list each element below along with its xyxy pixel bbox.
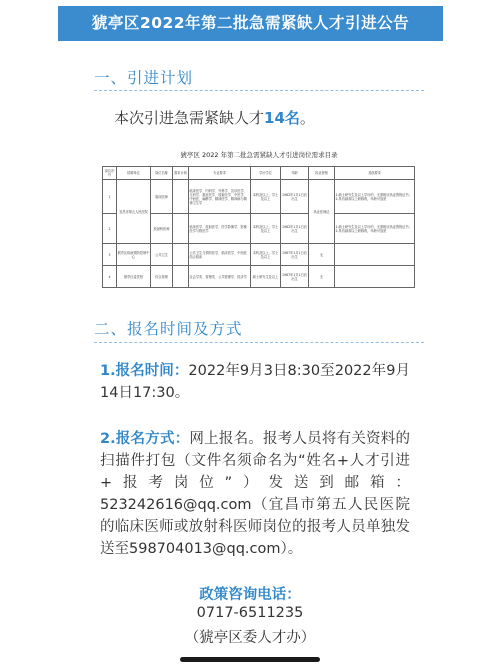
- table-cell: 猇亭区疾病预防控制中心: [117, 244, 151, 266]
- intro-count: 14名: [264, 109, 300, 127]
- table-cell: 1982年1月1日后出生: [281, 180, 309, 214]
- contact-heading: 政策咨询电话：: [199, 587, 301, 603]
- table-cell: 临床医师: [151, 180, 173, 214]
- table-header-cell: 岗位名称: [151, 167, 173, 180]
- contact-org: （猇亭区委人才办）: [184, 630, 316, 646]
- table-header-cell: 需求计划: [173, 167, 189, 180]
- table-cell: 猇亭区委党校: [117, 266, 151, 288]
- table-cell: [335, 244, 415, 266]
- table-row: [103, 180, 415, 214]
- page-banner: [58, 6, 443, 41]
- table-cell: 放射科医师: [151, 214, 173, 244]
- table-cell: 1: [103, 180, 117, 214]
- table-header-row: [103, 167, 415, 180]
- table-header-cell: 执业资格: [309, 167, 335, 180]
- table-header-cell: 招聘单位: [117, 167, 151, 180]
- table-cell: 宜昌市第五人民医院: [117, 180, 151, 244]
- table-cell: 公共卫生与预防医学、临床医学、中西医结合临床: [189, 244, 251, 266]
- table-header-cell: 专业要求: [189, 167, 251, 180]
- table-row: [103, 244, 415, 266]
- intro-prefix: 本次引进急需紧缺人才: [114, 109, 265, 127]
- contact-phone: 0717-6511235: [196, 605, 304, 621]
- registration-method: [100, 428, 410, 560]
- table-cell: 公共卫生: [151, 244, 173, 266]
- home-indicator[interactable]: [180, 657, 320, 662]
- table-cell: 临床医学、放射医学、医学影像学、影像医学与核医学: [189, 214, 251, 244]
- table-title: 猇亭区 2022 年第二批急需紧缺人才引进岗位需求目录: [180, 151, 338, 159]
- table-cell: 本科及以上，学士及以上: [251, 214, 281, 244]
- table-cell: 综合管理: [151, 266, 173, 288]
- section-divider: [94, 90, 424, 91]
- position-table: [102, 166, 415, 288]
- table-cell: 1.硕士研究生及以上学历的，无需相应执业资格证书；2.具有副高以上职称的，年龄可放宽: [335, 180, 415, 214]
- table-cell: [173, 266, 189, 288]
- section-heading-plan: 一、引进计划: [94, 69, 194, 87]
- table-cell: [173, 180, 189, 214]
- table-cell: 3: [103, 244, 117, 266]
- table-cell: 本科及以上，学士及以上: [251, 244, 281, 266]
- section-divider: [94, 342, 424, 343]
- registration-time-text: 2022年9月3日8:30至2022年9月14日17:30。: [100, 363, 410, 401]
- table-header-cell: 学历学位: [251, 167, 281, 180]
- registration-time-label: 1.报名时间：: [100, 363, 189, 379]
- registration-method-label: 2.报名方式：: [100, 431, 190, 447]
- table-cell: 2: [103, 214, 117, 244]
- table-cell: 1.硕士研究生及以上学历的，无需相应执业资格证书；2.具有副高以上职称的，年龄可放宽: [335, 214, 415, 244]
- table-cell: 执业医师证: [309, 180, 335, 244]
- table-row: [103, 266, 415, 288]
- table-cell: 无: [309, 266, 335, 288]
- table-cell: [335, 266, 415, 288]
- table-cell: 1987年1月1日后出生: [281, 266, 309, 288]
- table-cell: [173, 214, 189, 244]
- table-cell: 1987年1月1日后出生: [281, 244, 309, 266]
- intro-suffix: 。: [299, 109, 315, 127]
- registration-method-text: 网上报名。报考人员将有关资料的扫描件打包（文件名须命名为“姓名+人才引进+报考岗位”）发送到邮箱：523242616@qq.com（宜昌市第五人民医院的临床医师或放射科医师岗位的报考人员单独发送至598704013@qq.com）。: [100, 431, 410, 557]
- table-cell: 本科及以上，学士及以上: [251, 180, 281, 214]
- table-header-cell: 年龄: [281, 167, 309, 180]
- section-heading-registration: 二、报名时间及方式: [94, 320, 243, 338]
- registration-time: [100, 360, 410, 404]
- banner-title: 猇亭区2022年第二批急需紧缺人才引进公告: [91, 14, 410, 32]
- table-cell: 硕士研究生及以上: [251, 266, 281, 288]
- table-cell: 临床医学、内科学、外科学、急诊医学、儿科学、重症医学、放射医学、中医学、中西医、麻醉学、精神医学、精神病与精神卫生学: [189, 180, 251, 214]
- table-cell: 社会学类、管理类、公共管理学、经济学: [189, 266, 251, 288]
- table-cell: 1982年1月1日后出生: [281, 214, 309, 244]
- table-cell: 无: [309, 244, 335, 266]
- table-header-cell: 岗位序号: [103, 167, 117, 180]
- position-table-image: [100, 150, 418, 290]
- table-cell: 4: [103, 266, 117, 288]
- table-cell: [173, 244, 189, 266]
- intro-text: [114, 107, 315, 128]
- table-header-cell: 其他要求: [335, 167, 415, 180]
